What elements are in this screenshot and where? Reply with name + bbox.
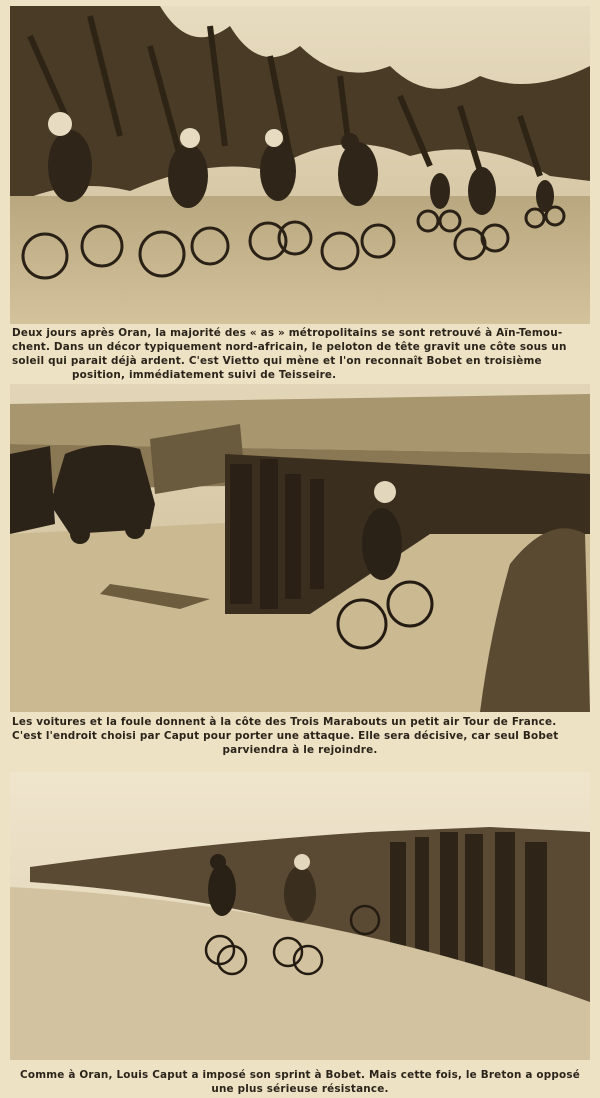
crowd-photo-illustration: [10, 384, 590, 712]
caption-trois-marabouts-line-1: Les voitures et la foule donnent à la côte des Trois Marabouts un petit air Tour de France.: [12, 716, 557, 728]
caption-peloton: [12, 326, 588, 382]
caption-final-sprint-line-1: Comme à Oran, Louis Caput a imposé son sprint à Bobet. Mais cette fois, le Breton a opposé: [20, 1069, 580, 1081]
sprint-photo-illustration: [10, 772, 590, 1060]
caption-peloton-line-3: soleil qui parait déjà ardent. C'est Vietto qui mène et l'on reconnaît Bobet en troisième: [12, 355, 542, 367]
caption-peloton-line-4: position, immédiatement suivi de Teisseire.: [72, 369, 337, 381]
photo-trois-marabouts: [10, 384, 590, 712]
caption-trois-marabouts: [12, 715, 588, 757]
photo-final-sprint: [10, 772, 590, 1060]
photo-peloton-climb: [10, 6, 590, 324]
caption-final-sprint-line-2: une plus sérieuse résistance.: [211, 1083, 389, 1095]
caption-peloton-line-2: chent. Dans un décor typiquement nord-africain, le peloton de tête gravit une côte sous un: [12, 341, 567, 353]
caption-peloton-line-1: Deux jours après Oran, la majorité des « as » métropolitains se sont retrouvé à Aïn-Temou-: [12, 327, 563, 339]
caption-trois-marabouts-line-2: C'est l'endroit choisi par Caput pour porter une attaque. Elle sera décisive, car seul Bobet: [12, 730, 559, 742]
peloton-photo-illustration: [10, 6, 590, 324]
caption-final-sprint: [12, 1068, 588, 1096]
caption-trois-marabouts-line-3: parviendra à le rejoindre.: [222, 744, 378, 756]
